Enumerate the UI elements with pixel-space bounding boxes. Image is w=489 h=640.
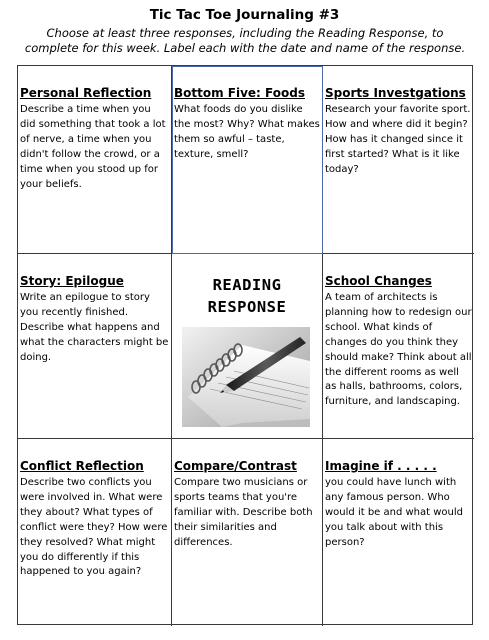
reading-response-label xyxy=(172,274,322,318)
cell-prompt: Write an epilogue to story you recently finished. Describe what happens and what the characters might be doing. xyxy=(20,292,169,363)
cell-prompt: Research your favorite sport. How and where did it begin? How has it changed since it first started? What is it like today? xyxy=(325,104,471,175)
reading-response-text: READING RESPONSE xyxy=(207,276,287,316)
cell-prompt: What foods do you dislike the most? Why? What makes them so awful – taste, texture, smell? xyxy=(174,104,320,160)
cell-school-changes xyxy=(323,254,474,439)
cell-imagine-if xyxy=(323,439,474,626)
cell-prompt: Compare two musicians or sports teams that you're familiar with. Describe both their similarities and differences. xyxy=(174,477,313,548)
cell-heading: Sports Investgations xyxy=(325,86,466,100)
cell-heading: Compare/Contrast xyxy=(174,459,297,473)
spiral-notebook-with-pen-icon xyxy=(182,327,310,427)
cell-heading: Personal Reflection xyxy=(20,86,152,100)
cell-reading-response xyxy=(172,254,323,439)
cell-bottom-five-foods xyxy=(172,66,323,254)
cell-personal-reflection xyxy=(18,66,172,254)
cell-heading: Imagine if . . . . . xyxy=(325,459,437,473)
instructions: Choose at least three responses, including the Reading Response, to complete for this week. Label each with the date and name of the response. xyxy=(24,26,466,55)
cell-heading: Conflict Reflection xyxy=(20,459,144,473)
cell-compare-contrast xyxy=(172,439,323,626)
cell-story-epilogue xyxy=(18,254,172,439)
cell-heading: Bottom Five: Foods xyxy=(174,86,305,100)
cell-conflict-reflection xyxy=(18,439,172,626)
cell-sports-investigations xyxy=(323,66,474,254)
cell-heading: Story: Epilogue xyxy=(20,274,124,288)
tic-tac-toe-grid xyxy=(17,65,473,625)
cell-prompt: Describe a time when you did something that took a lot of nerve, a time when you didn't follow the crowd, or a time when you stood up for your beliefs. xyxy=(20,104,166,190)
cell-prompt: A team of architects is planning how to redesign our school. What kinds of changes do you think they should make? Think about all the different rooms as well as halls, bathrooms, colors, furniture, and landscaping. xyxy=(325,292,472,408)
cell-prompt: Describe two conflicts you were involved in. What were they about? What types of conflict were they? How were they resolved? What might you do differently if this happened to you again? xyxy=(20,477,168,578)
page-title: Tic Tac Toe Journaling #3 xyxy=(149,7,340,23)
cell-heading: School Changes xyxy=(325,274,432,288)
cell-prompt: you could have lunch with any famous person. Who would it be and what would you talk about with this person? xyxy=(325,477,463,548)
